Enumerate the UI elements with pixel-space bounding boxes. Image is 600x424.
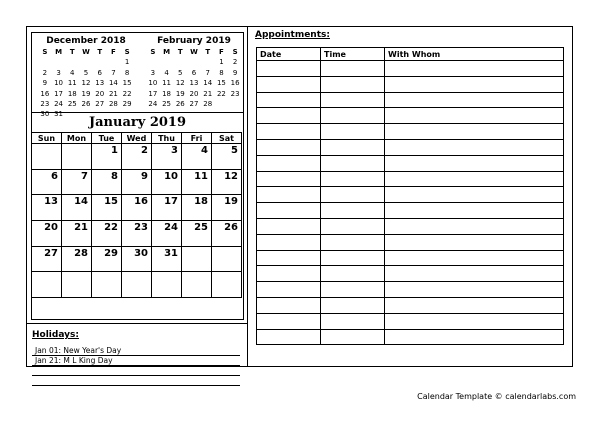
day-cell[interactable]: 1 (92, 144, 122, 170)
appointments-title: Appointments: (255, 30, 330, 40)
appointment-cell[interactable] (321, 61, 385, 77)
appointment-cell[interactable] (385, 297, 564, 313)
day-cell[interactable]: 8 (92, 169, 122, 195)
appointment-row (257, 108, 564, 124)
appointment-cell[interactable] (321, 171, 385, 187)
mini-day-header: T (205, 48, 211, 56)
mini-day-cell: 28 (108, 100, 118, 109)
mini-calendar-grid (38, 47, 134, 120)
mini-day-cell: 8 (219, 68, 224, 77)
mini-day-cell: 13 (95, 79, 105, 88)
appointments-header-row (257, 48, 564, 61)
appointment-cell[interactable] (321, 250, 385, 266)
holiday-line: Jan 21: M L King Day (32, 356, 240, 366)
mini-day-cell: 20 (189, 89, 199, 98)
day-cell[interactable]: 7 (61, 169, 91, 195)
mini-day-cell: 10 (148, 79, 158, 88)
appointment-cell[interactable] (321, 76, 385, 92)
mini-day-cell: 12 (81, 79, 91, 88)
day-cell[interactable]: 4 (182, 144, 212, 170)
appointment-row (257, 124, 564, 140)
day-cell[interactable] (92, 272, 122, 298)
mini-day-cell: 21 (203, 89, 213, 98)
appointment-row (257, 92, 564, 108)
mini-day-cell: 31 (54, 110, 64, 119)
appointment-cell[interactable] (257, 250, 321, 266)
appointment-row (257, 155, 564, 171)
mini-day-cell: 6 (97, 68, 102, 77)
day-cell[interactable]: 18 (182, 195, 212, 221)
day-cell[interactable] (211, 246, 241, 272)
appointment-row (257, 203, 564, 219)
mini-day-cell: 5 (178, 68, 183, 77)
mini-day-cell: 19 (175, 89, 185, 98)
mini-day-header: S (124, 48, 130, 56)
mini-day-cell: 3 (56, 68, 61, 77)
mini-day-cell: 16 (230, 79, 240, 88)
appointment-cell[interactable] (385, 313, 564, 329)
mini-day-cell (38, 57, 52, 67)
column-header: Date (257, 48, 321, 61)
weekday-header-row (32, 133, 242, 144)
mini-day-cell: 23 (40, 100, 50, 109)
mini-day-cell: 26 (81, 100, 91, 109)
day-cell[interactable]: 11 (182, 169, 212, 195)
appointment-row (257, 171, 564, 187)
appointment-cell[interactable] (257, 313, 321, 329)
appointment-cell[interactable] (257, 266, 321, 282)
day-cell[interactable] (211, 272, 241, 298)
mini-day-cell: 13 (189, 79, 199, 88)
mini-day-header: S (232, 48, 238, 56)
appointment-row (257, 234, 564, 250)
appointment-cell[interactable] (321, 124, 385, 140)
day-cell[interactable] (61, 144, 91, 170)
week-row (32, 195, 242, 221)
day-cell[interactable] (32, 272, 62, 298)
appointment-cell[interactable] (257, 108, 321, 124)
mini-day-header: S (42, 48, 48, 56)
appointment-row (257, 218, 564, 234)
appointment-cell[interactable] (257, 155, 321, 171)
day-cell[interactable]: 28 (61, 246, 91, 272)
mini-day-cell: 18 (67, 89, 77, 98)
appointment-cell[interactable] (257, 92, 321, 108)
appointment-cell[interactable] (321, 266, 385, 282)
mini-day-cell: 1 (124, 58, 130, 67)
mini-day-cell: 22 (216, 89, 226, 98)
mini-day-cell (146, 57, 160, 67)
mini-day-cell: 24 (54, 100, 64, 109)
holiday-line (32, 366, 240, 376)
mini-day-header: M (163, 48, 171, 56)
day-cell[interactable]: 20 (32, 221, 62, 247)
mini-calendar-title: December 2018 (46, 36, 126, 46)
mini-day-cell (93, 57, 107, 67)
day-cell[interactable]: 15 (92, 195, 122, 221)
mini-calendar-grid (146, 47, 242, 109)
day-cell[interactable]: 14 (61, 195, 91, 221)
day-cell[interactable]: 30 (121, 246, 151, 272)
appointment-cell[interactable] (321, 313, 385, 329)
appointment-cell[interactable] (257, 282, 321, 298)
appointment-cell[interactable] (385, 171, 564, 187)
mini-day-cell: 25 (162, 100, 172, 109)
appointment-cell[interactable] (257, 139, 321, 155)
mini-day-cell (215, 99, 229, 109)
mini-day-cell (107, 57, 121, 67)
holiday-line: Jan 01: New Year's Day (32, 346, 240, 356)
appointment-cell[interactable] (385, 76, 564, 92)
appointment-cell[interactable] (321, 108, 385, 124)
appointment-cell[interactable] (385, 108, 564, 124)
mini-day-cell: 29 (122, 100, 132, 109)
appointment-cell[interactable] (257, 61, 321, 77)
weekday-header: Sat (211, 133, 241, 144)
mini-day-header: W (190, 48, 198, 56)
weekday-header: Wed (121, 133, 151, 144)
day-cell[interactable]: 29 (92, 246, 122, 272)
day-cell[interactable]: 31 (152, 246, 182, 272)
weekday-header: Tue (92, 133, 122, 144)
mini-day-cell: 5 (83, 68, 89, 77)
mini-calendar-next (146, 36, 242, 109)
day-cell[interactable]: 12 (211, 169, 241, 195)
appointment-cell[interactable] (385, 234, 564, 250)
appointment-cell[interactable] (321, 329, 385, 345)
day-cell[interactable]: 19 (211, 195, 241, 221)
appointment-cell[interactable] (385, 155, 564, 171)
appointment-row (257, 297, 564, 313)
mini-day-cell: 4 (70, 68, 75, 77)
mini-day-cell: 24 (148, 100, 158, 109)
holidays-title: Holidays: (32, 330, 79, 340)
holidays-list (32, 346, 240, 386)
mini-day-cell: 15 (122, 79, 132, 88)
day-cell[interactable]: 17 (152, 195, 182, 221)
mini-day-header: F (219, 48, 224, 56)
weekday-header: Sun (32, 133, 62, 144)
mini-day-cell (52, 57, 66, 67)
appointment-cell[interactable] (257, 203, 321, 219)
appointment-cell[interactable] (385, 61, 564, 77)
mini-day-cell: 14 (203, 79, 213, 88)
appointment-row (257, 282, 564, 298)
appointment-row (257, 313, 564, 329)
mini-day-cell: 3 (150, 68, 156, 77)
appointment-cell[interactable] (321, 139, 385, 155)
appointments-table (256, 47, 564, 345)
appointment-cell[interactable] (385, 124, 564, 140)
appointment-cell[interactable] (321, 297, 385, 313)
week-row (32, 246, 242, 272)
mini-day-header: F (111, 48, 116, 56)
weekday-header: Mon (61, 133, 91, 144)
appointment-cell[interactable] (257, 329, 321, 345)
day-cell[interactable] (182, 272, 212, 298)
mini-day-header: M (55, 48, 63, 56)
day-cell[interactable] (61, 272, 91, 298)
appointment-row (257, 139, 564, 155)
day-cell[interactable]: 3 (152, 144, 182, 170)
mini-day-cell (173, 57, 187, 67)
mini-day-cell (160, 57, 174, 67)
mini-day-header: W (82, 48, 90, 56)
month-grid (31, 132, 242, 298)
mini-day-cell: 1 (219, 58, 224, 67)
appointment-cell[interactable] (257, 187, 321, 203)
mini-day-cell: 8 (124, 68, 130, 77)
appointment-cell[interactable] (385, 218, 564, 234)
appointment-row (257, 187, 564, 203)
week-row (32, 272, 242, 298)
mini-day-cell (79, 57, 93, 67)
appointment-cell[interactable] (385, 187, 564, 203)
mini-day-header: S (150, 48, 156, 56)
appointment-cell[interactable] (385, 282, 564, 298)
day-cell[interactable] (32, 144, 62, 170)
appointment-row (257, 250, 564, 266)
mini-day-cell: 12 (175, 79, 185, 88)
mini-day-cell: 15 (216, 79, 226, 88)
day-cell[interactable]: 21 (61, 221, 91, 247)
week-row (32, 221, 242, 247)
left-panel (27, 27, 248, 366)
mini-day-header: T (69, 48, 75, 56)
mini-day-cell: 9 (42, 79, 48, 88)
appointment-cell[interactable] (321, 203, 385, 219)
weekday-header: Thu (152, 133, 182, 144)
mini-day-cell: 30 (40, 110, 50, 119)
appointment-row (257, 329, 564, 345)
appointment-cell[interactable] (257, 234, 321, 250)
appointment-row (257, 61, 564, 77)
day-cell[interactable] (152, 272, 182, 298)
mini-day-cell: 2 (42, 68, 48, 77)
appointments-panel (248, 27, 572, 366)
appointment-cell[interactable] (385, 329, 564, 345)
appointment-cell[interactable] (385, 139, 564, 155)
appointment-cell[interactable] (257, 124, 321, 140)
day-cell[interactable] (182, 246, 212, 272)
mini-day-cell: 11 (67, 79, 77, 88)
mini-day-cell: 28 (203, 100, 213, 109)
mini-calendars (32, 33, 243, 119)
day-cell[interactable]: 13 (32, 195, 62, 221)
weekday-header: Fri (182, 133, 212, 144)
mini-day-cell: 17 (54, 89, 64, 98)
day-cell[interactable]: 16 (121, 195, 151, 221)
appointment-cell[interactable] (385, 92, 564, 108)
mini-day-cell: 27 (95, 100, 105, 109)
appointment-cell[interactable] (321, 187, 385, 203)
mini-day-cell: 27 (189, 100, 199, 109)
appointment-cell[interactable] (321, 218, 385, 234)
footer-credit: Calendar Template © calendarlabs.com (417, 392, 576, 401)
mini-day-cell (228, 99, 242, 109)
mini-day-cell: 25 (67, 100, 77, 109)
mini-day-cell: 7 (205, 68, 210, 77)
holiday-line (32, 376, 240, 386)
appointment-cell[interactable] (257, 297, 321, 313)
mini-day-header: T (97, 48, 103, 56)
appointment-cell[interactable] (257, 218, 321, 234)
mini-day-cell: 18 (162, 89, 172, 98)
day-cell[interactable]: 25 (182, 221, 212, 247)
calendar-box (31, 32, 244, 320)
appointment-cell[interactable] (385, 203, 564, 219)
mini-day-cell: 22 (122, 89, 132, 98)
mini-day-cell: 26 (175, 100, 185, 109)
mini-day-cell: 10 (54, 79, 64, 88)
mini-day-cell (201, 57, 215, 67)
appointment-cell[interactable] (257, 76, 321, 92)
column-header: Time (321, 48, 385, 61)
day-cell[interactable]: 9 (121, 169, 151, 195)
month-title: January 2019 (32, 112, 243, 132)
appointment-cell[interactable] (385, 250, 564, 266)
mini-day-cell: 11 (162, 79, 172, 88)
week-row (32, 144, 242, 170)
day-cell[interactable] (121, 272, 151, 298)
week-row (32, 169, 242, 195)
appointment-row (257, 266, 564, 282)
mini-day-cell: 21 (108, 89, 118, 98)
day-cell[interactable]: 26 (211, 221, 241, 247)
day-cell[interactable]: 24 (152, 221, 182, 247)
appointment-cell[interactable] (321, 234, 385, 250)
day-cell[interactable]: 10 (152, 169, 182, 195)
holidays-section (27, 323, 247, 366)
day-cell[interactable]: 27 (32, 246, 62, 272)
appointment-row (257, 76, 564, 92)
day-cell[interactable]: 22 (92, 221, 122, 247)
calendar-page-frame (26, 26, 573, 367)
mini-day-cell: 14 (108, 79, 118, 88)
mini-calendar-prev (38, 36, 134, 120)
mini-day-cell: 6 (191, 68, 197, 77)
day-cell[interactable]: 6 (32, 169, 62, 195)
column-header: With Whom (385, 48, 564, 61)
mini-day-cell: 20 (95, 89, 105, 98)
mini-day-cell: 4 (164, 68, 169, 77)
mini-day-cell: 17 (148, 89, 158, 98)
mini-day-cell: 7 (111, 68, 116, 77)
appointment-cell[interactable] (321, 92, 385, 108)
mini-day-cell (187, 57, 201, 67)
mini-day-cell: 19 (81, 89, 91, 98)
mini-day-cell: 9 (232, 68, 238, 77)
appointment-cell[interactable] (385, 266, 564, 282)
day-cell[interactable]: 23 (121, 221, 151, 247)
appointment-cell[interactable] (257, 171, 321, 187)
mini-day-cell: 16 (40, 89, 50, 98)
day-cell[interactable]: 2 (121, 144, 151, 170)
mini-day-cell: 2 (232, 58, 238, 67)
mini-day-cell: 23 (230, 89, 240, 98)
day-cell[interactable]: 5 (211, 144, 241, 170)
appointment-cell[interactable] (321, 282, 385, 298)
mini-day-header: T (177, 48, 183, 56)
appointment-cell[interactable] (321, 155, 385, 171)
mini-day-cell (65, 57, 79, 67)
mini-calendar-title: February 2019 (157, 36, 231, 46)
